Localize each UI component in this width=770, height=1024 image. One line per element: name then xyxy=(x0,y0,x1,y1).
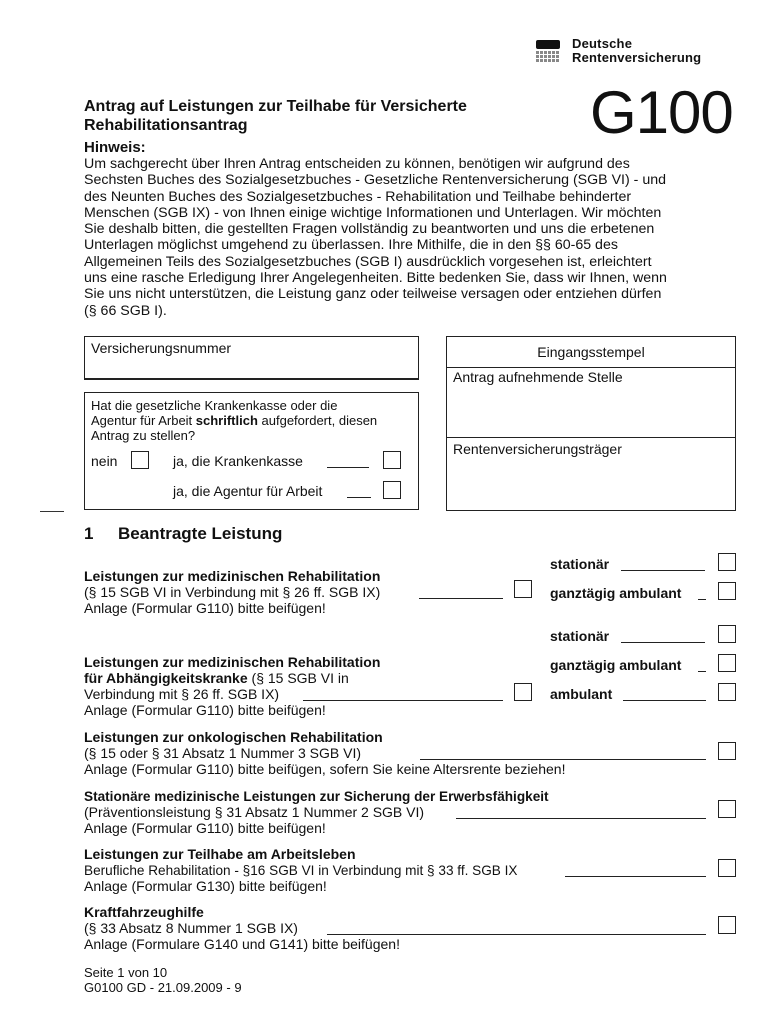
question-line-1: Hat die gesetzliche Krankenkasse oder die xyxy=(91,398,338,413)
drv-logo-text xyxy=(572,37,701,65)
fill-line xyxy=(327,934,706,935)
fill-line xyxy=(419,598,503,599)
hint-line: Sie deshalb bitten, die gestellten Fragen vollständig zu beantworten und uns die erbetenen xyxy=(84,221,655,238)
option-day-outpatient-label: ganztägig ambulant xyxy=(550,657,682,673)
logo-line-1: Deutsche xyxy=(572,36,633,51)
addict-inpatient-checkbox[interactable] xyxy=(718,625,736,643)
med-rehab-checkbox[interactable] xyxy=(514,580,532,598)
no-checkbox[interactable] xyxy=(131,451,149,469)
work-participation-attachment: Anlage (Formular G130) bitte beifügen! xyxy=(84,878,327,894)
receipt-stamp-box xyxy=(446,336,736,511)
fill-line xyxy=(698,599,706,600)
fill-line xyxy=(456,818,706,819)
hint-line: (§ 66 SGB I). xyxy=(84,302,167,319)
addict-day-outpatient-checkbox[interactable] xyxy=(718,654,736,672)
med-rehab-attachment: Anlage (Formular G110) bitte beifügen! xyxy=(84,600,326,616)
yes-health-insurance-label: ja, die Krankenkasse xyxy=(173,453,303,469)
hint-line: Unterlagen möglichst umgehend zu überlassen. Ihre Mithilfe, die in den §§ 60-65 des xyxy=(84,237,618,254)
hint-label: Hinweis: xyxy=(84,139,146,156)
hint-line: des Neunten Buches des Sozialgesetzbuches - Rehabilitation und Teilhabe behinderter xyxy=(84,188,632,205)
fill-line xyxy=(623,700,706,701)
vehicle-aid-legal: (§ 33 Absatz 8 Nummer 1 SGB IX) xyxy=(84,920,298,936)
onco-rehab-attachment: Anlage (Formular G110) bitte beifügen, sofern Sie keine Altersrente beziehen! xyxy=(84,761,566,777)
prevention-legal: (Präventionsleistung § 31 Absatz 1 Nummer 2 SGB VI) xyxy=(84,804,425,820)
addict-rehab-checkbox[interactable] xyxy=(514,683,532,701)
work-participation-legal: Berufliche Rehabilitation - §16 SGB VI in Verbindung mit § 33 ff. SGB IX xyxy=(84,863,518,878)
med-rehab-title: Leistungen zur medizinischen Rehabilitation xyxy=(84,568,381,584)
fill-line xyxy=(347,497,371,498)
divider xyxy=(447,437,735,438)
fill-line xyxy=(327,467,369,468)
vehicle-aid-checkbox[interactable] xyxy=(718,916,736,934)
form-code: G100 xyxy=(590,79,733,146)
question-line-3: Antrag zu stellen? xyxy=(91,428,196,443)
receiving-office-label: Antrag aufnehmende Stelle xyxy=(453,369,623,385)
insurance-number-field[interactable] xyxy=(84,336,419,380)
addict-rehab-attachment: Anlage (Formular G110) bitte beifügen! xyxy=(84,702,326,718)
option-inpatient-label: stationär xyxy=(550,556,610,572)
addict-rehab-line2 xyxy=(84,671,349,687)
fill-line xyxy=(420,759,706,760)
pension-carrier-label: Rentenversicherungsträger xyxy=(453,441,622,457)
page-footer xyxy=(84,965,242,995)
hint-line: Sie uns nicht unterstützen, die Leistung ganz oder teilweise versagen oder entziehen dürfen xyxy=(84,286,662,303)
question-text: Agentur für Arbeit xyxy=(91,413,196,428)
prevention-title: Stationäre medizinische Leistungen zur Sicherung der Erwerbsfähigkeit xyxy=(84,789,549,804)
hint-line: Um sachgerecht über Ihren Antrag entscheiden zu können, benötigen wir aufgrund des xyxy=(84,156,630,172)
hint-line: Sechsten Buches des Sozialgesetzbuches - Gesetzliche Rentenversicherung (SGB VI) - und xyxy=(84,172,666,189)
question-bold: schriftlich xyxy=(195,413,258,428)
question-line-2 xyxy=(91,413,416,428)
yes-employment-agency-label: ja, die Agentur für Arbeit xyxy=(173,483,323,499)
fold-mark xyxy=(40,511,64,512)
prevention-checkbox[interactable] xyxy=(718,800,736,818)
yes-health-insurance-checkbox[interactable] xyxy=(383,451,401,469)
health-insurance-question xyxy=(91,398,416,443)
yes-employment-agency-checkbox[interactable] xyxy=(383,481,401,499)
vehicle-aid-attachment: Anlage (Formulare G140 und G141) bitte beifügen! xyxy=(84,936,400,952)
section-number: 1 xyxy=(84,524,94,543)
option-day-outpatient-label: ganztägig ambulant xyxy=(550,585,682,601)
logo-line-2: Rentenversicherung xyxy=(572,50,702,65)
insurance-number-label: Versicherungsnummer xyxy=(91,340,232,356)
title-line-1: Antrag auf Leistungen zur Teilhabe für Versicherte xyxy=(84,98,467,115)
fill-line xyxy=(621,570,705,571)
option-outpatient-label: ambulant xyxy=(550,686,613,702)
form-version-code: G0100 GD - 21.09.2009 - 9 xyxy=(84,980,242,995)
section-title: Beantragte Leistung xyxy=(118,524,283,543)
health-insurance-question-box xyxy=(84,392,419,510)
work-participation-checkbox[interactable] xyxy=(718,859,736,877)
addict-rehab-title: Leistungen zur medizinischen Rehabilitation xyxy=(84,654,381,670)
hint-text xyxy=(84,156,744,319)
onco-rehab-title: Leistungen zur onkologischen Rehabilitation xyxy=(84,729,383,745)
fill-line xyxy=(303,700,503,701)
page-number: Seite 1 von 10 xyxy=(84,965,168,980)
addict-rehab-legal: Verbindung mit § 26 ff. SGB IX) xyxy=(84,686,280,702)
onco-rehab-legal: (§ 15 oder § 31 Absatz 1 Nummer 3 SGB VI) xyxy=(84,745,362,761)
med-day-outpatient-checkbox[interactable] xyxy=(718,582,736,600)
stamp-title: Eingangsstempel xyxy=(447,337,735,368)
drv-logo-icon xyxy=(536,40,560,62)
addict-outpatient-checkbox[interactable] xyxy=(718,683,736,701)
hint-line: Allgemeinen Teils des Sozialgesetzbuches (SGB I) ausdrücklich vorgesehen ist, erleichtert xyxy=(84,253,652,270)
addict-bold: für Abhängigkeitskranke xyxy=(84,670,248,686)
form-title xyxy=(84,97,467,135)
hint-line: uns eine rasche Erledigung Ihrer Angelegenheiten. Bitte bedenken Sie, dass wir Ihnen, wenn xyxy=(84,270,667,287)
vehicle-aid-title: Kraftfahrzeughilfe xyxy=(84,904,204,920)
addict-rest: (§ 15 SGB VI in xyxy=(247,670,349,686)
fill-line xyxy=(565,876,706,877)
med-inpatient-checkbox[interactable] xyxy=(718,553,736,571)
prevention-attachment: Anlage (Formular G110) bitte beifügen! xyxy=(84,820,326,836)
fill-line xyxy=(698,671,706,672)
no-label: nein xyxy=(91,453,118,469)
option-inpatient-label: stationär xyxy=(550,628,610,644)
hint-line: Menschen (SGB IX) - von Ihnen einige wichtige Informationen und Unterlagen. Wir möchten xyxy=(84,204,662,221)
fill-line xyxy=(621,642,705,643)
onco-rehab-checkbox[interactable] xyxy=(718,742,736,760)
med-rehab-legal: (§ 15 SGB VI in Verbindung mit § 26 ff. SGB IX) xyxy=(84,584,381,600)
work-participation-title: Leistungen zur Teilhabe am Arbeitsleben xyxy=(84,846,356,862)
question-text: aufgefordert, diesen xyxy=(257,413,378,428)
title-line-2: Rehabilitationsantrag xyxy=(84,117,248,134)
